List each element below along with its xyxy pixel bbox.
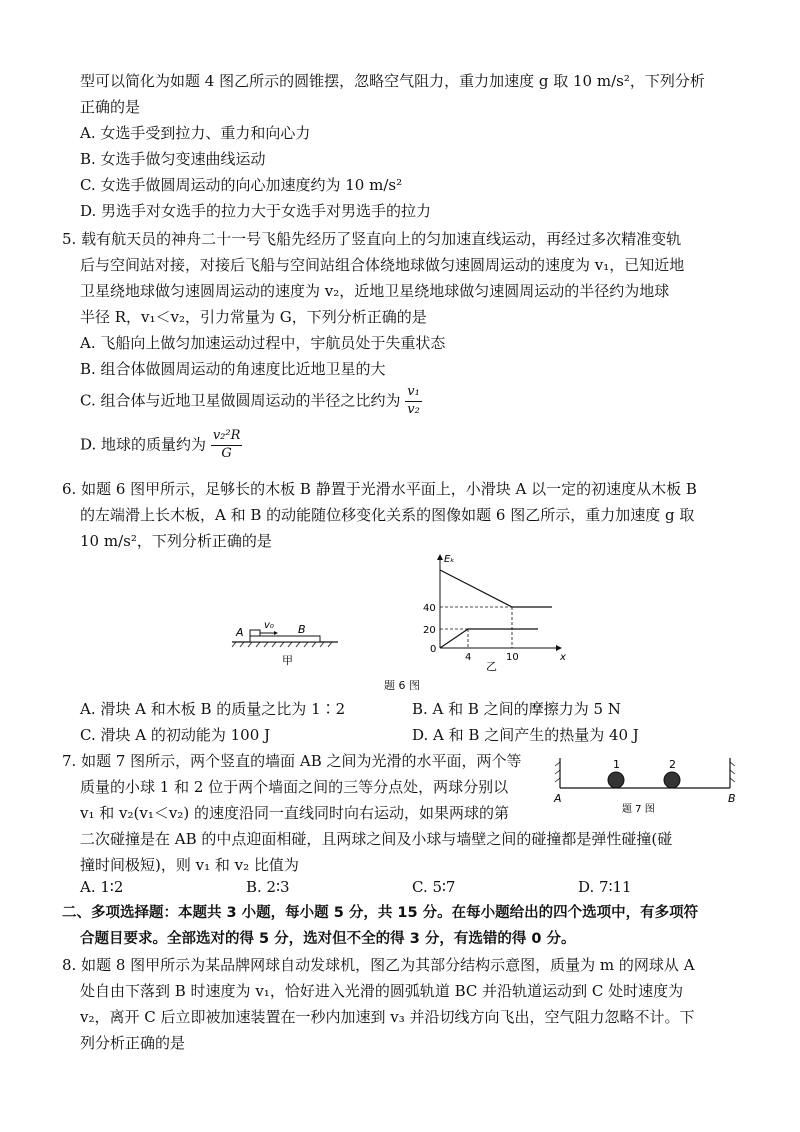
q5-option-a: A. 飞船向上做匀加速运动过程中，宇航员处于失重状态 [80, 334, 446, 352]
label-b: B [728, 792, 736, 805]
x-axis-label: x [560, 652, 566, 663]
q7-line-5: 撞时间极短)，则 v₁ 和 v₂ 比值为 [80, 856, 299, 874]
fraction-numerator: v₁ [405, 384, 422, 402]
section-2-heading-2: 合题目要求。全部选对的得 5 分，选对但不全的得 3 分，有选错的得 0 分。 [80, 931, 576, 947]
q4-option-d: D. 男选手对女选手的拉力大于女选手对男选手的拉力 [80, 202, 432, 220]
x-axis-arrow [556, 645, 562, 651]
q6-line-2: 的左端滑上长木板，A 和 B 的动能随位移变化关系的图像如题 6 图乙所示，重力加速度 g 取 [80, 506, 695, 524]
q5-option-c [80, 384, 422, 419]
q6-option-d: D. A 和 B 之间产生的热量为 40 J [412, 726, 639, 744]
fig7-caption: 题 7 图 [622, 804, 655, 815]
fraction-numerator: v₂²R [211, 428, 243, 446]
ball-2 [664, 772, 680, 788]
section-2-heading-1: 二、多项选择题：本题共 3 小题，每小题 5 分，共 15 分。在每小题给出的四个选项中，有多项符 [62, 905, 699, 921]
curve-a [440, 570, 552, 607]
y-tick-20: 20 [423, 625, 436, 636]
y-tick-40: 40 [423, 603, 436, 614]
q4-option-b: B. 女选手做匀变速曲线运动 [80, 150, 266, 168]
q4-option-c: C. 女选手做圆周运动的向心加速度约为 10 m/s² [80, 176, 403, 194]
fig6-caption: 题 6 图 [384, 679, 420, 692]
y-tick-0: 0 [430, 644, 437, 655]
q8-line-3: v₂，离开 C 后立即被加速装置在一秒内加速到 v₃ 并沿切线方向飞出，空气阻力忽略不计。下 [80, 1008, 695, 1026]
label-a: A [554, 792, 562, 805]
fraction-denominator: v₂ [407, 401, 420, 417]
q7-line-1: 7. 如题 7 图所示，两个竖直的墙面 AB 之间为光滑的水平面，两个等 [62, 752, 522, 770]
caption-yi: 乙 [486, 660, 497, 672]
q5-option-d-text: D. 地球的质量约为 [80, 435, 207, 454]
q6-option-c: C. 滑块 A 的初动能为 100 J [80, 726, 271, 744]
label-v0: v₀ [264, 620, 274, 631]
q4-option-a: A. 女选手受到拉力、重力和向心力 [80, 124, 311, 142]
q7-option-c: C. 5∶7 [412, 878, 456, 896]
ground-hatching [232, 642, 332, 647]
q5-option-c-text: C. 组合体与近地卫星做圆周运动的半径之比约为 [80, 391, 401, 410]
q5-line-2: 后与空间站对接，对接后飞船与空间站组合体绕地球做匀速圆周运动的速度为 v₁，已知近地 [80, 256, 685, 274]
q4-line-2: 正确的是 [80, 98, 141, 116]
y-axis-arrow [437, 554, 443, 560]
y-axis-label: Eₖ [444, 554, 455, 565]
q8-line-4: 列分析正确的是 [80, 1034, 186, 1052]
q5-line-1: 5. 载有航天员的神舟二十一号飞船先经历了竖直向上的匀加速直线运动，再经过多次精准变轨 [62, 230, 682, 248]
q8-line-2: 处自由下落到 B 时速度为 v₁，恰好进入光滑的圆弧轨道 BC 并沿轨道运动到 C 处时速度为 [80, 982, 684, 1000]
x-tick-4: 4 [465, 652, 472, 663]
q7-line-3: v₁ 和 v₂(v₁＜v₂) 的速度沿同一直线同时向右运动，如果两球的第 [80, 804, 509, 822]
q5-line-3: 卫星绕地球做匀速圆周运动的速度为 v₂，近地卫星绕地球做匀速圆周运动的半径约为地球 [80, 282, 670, 300]
wall-b-hatching [730, 762, 735, 782]
ball-1-label: 1 [613, 758, 620, 771]
board-b [250, 636, 320, 642]
x-tick-10: 10 [506, 652, 519, 663]
fig6-yi-graph [420, 552, 570, 672]
q5-option-d [80, 428, 242, 463]
q6-option-a: A. 滑块 A 和木板 B 的质量之比为 1∶2 [80, 700, 346, 718]
ball-1 [608, 772, 624, 788]
q5-option-c-fraction [405, 384, 422, 419]
q7-option-a: A. 1∶2 [80, 878, 124, 896]
curve-b [440, 629, 538, 648]
block-a [250, 630, 260, 636]
q7-line-4: 二次碰撞是在 AB 的中点迎面相碰，且两球之间及小球与墙壁之间的碰撞都是弹性碰撞(碰 [80, 830, 673, 848]
q5-option-d-fraction [211, 428, 243, 463]
caption-jia: 甲 [282, 654, 293, 667]
q7-option-d: D. 7∶11 [578, 878, 632, 896]
q7-line-2: 质量的小球 1 和 2 位于两个墙面之间的三等分点处，两球分别以 [80, 778, 509, 796]
velocity-arrowhead [274, 631, 278, 635]
q5-option-b: B. 组合体做圆周运动的角速度比近地卫星的大 [80, 360, 386, 378]
ball-2-label: 2 [669, 758, 676, 771]
q6-line-1: 6. 如题 6 图甲所示，足够长的木板 B 静置于光滑水平面上，小滑块 A 以一定的初速度从木板 B [62, 480, 697, 498]
label-b: B [298, 623, 306, 636]
q8-line-1: 8. 如题 8 图甲所示为某品牌网球自动发球机，图乙为其部分结构示意图，质量为 m 的网球从 A [62, 956, 695, 974]
q7-option-b: B. 2∶3 [246, 878, 290, 896]
wall-a-hatching [555, 762, 560, 782]
fig6-jia-diagram [230, 612, 340, 672]
fig7-diagram [552, 752, 742, 818]
q4-line-1: 型可以简化为如题 4 图乙所示的圆锥摆，忽略空气阻力，重力加速度 g 取 10 m/s²，下列分析 [80, 72, 705, 90]
q6-option-b: B. A 和 B 之间的摩擦力为 5 N [412, 700, 621, 718]
fraction-denominator: G [221, 445, 232, 461]
q5-line-4: 半径 R，v₁＜v₂，引力常量为 G，下列分析正确的是 [80, 308, 427, 326]
label-a: A [236, 626, 244, 639]
q6-line-3: 10 m/s²，下列分析正确的是 [80, 532, 272, 550]
